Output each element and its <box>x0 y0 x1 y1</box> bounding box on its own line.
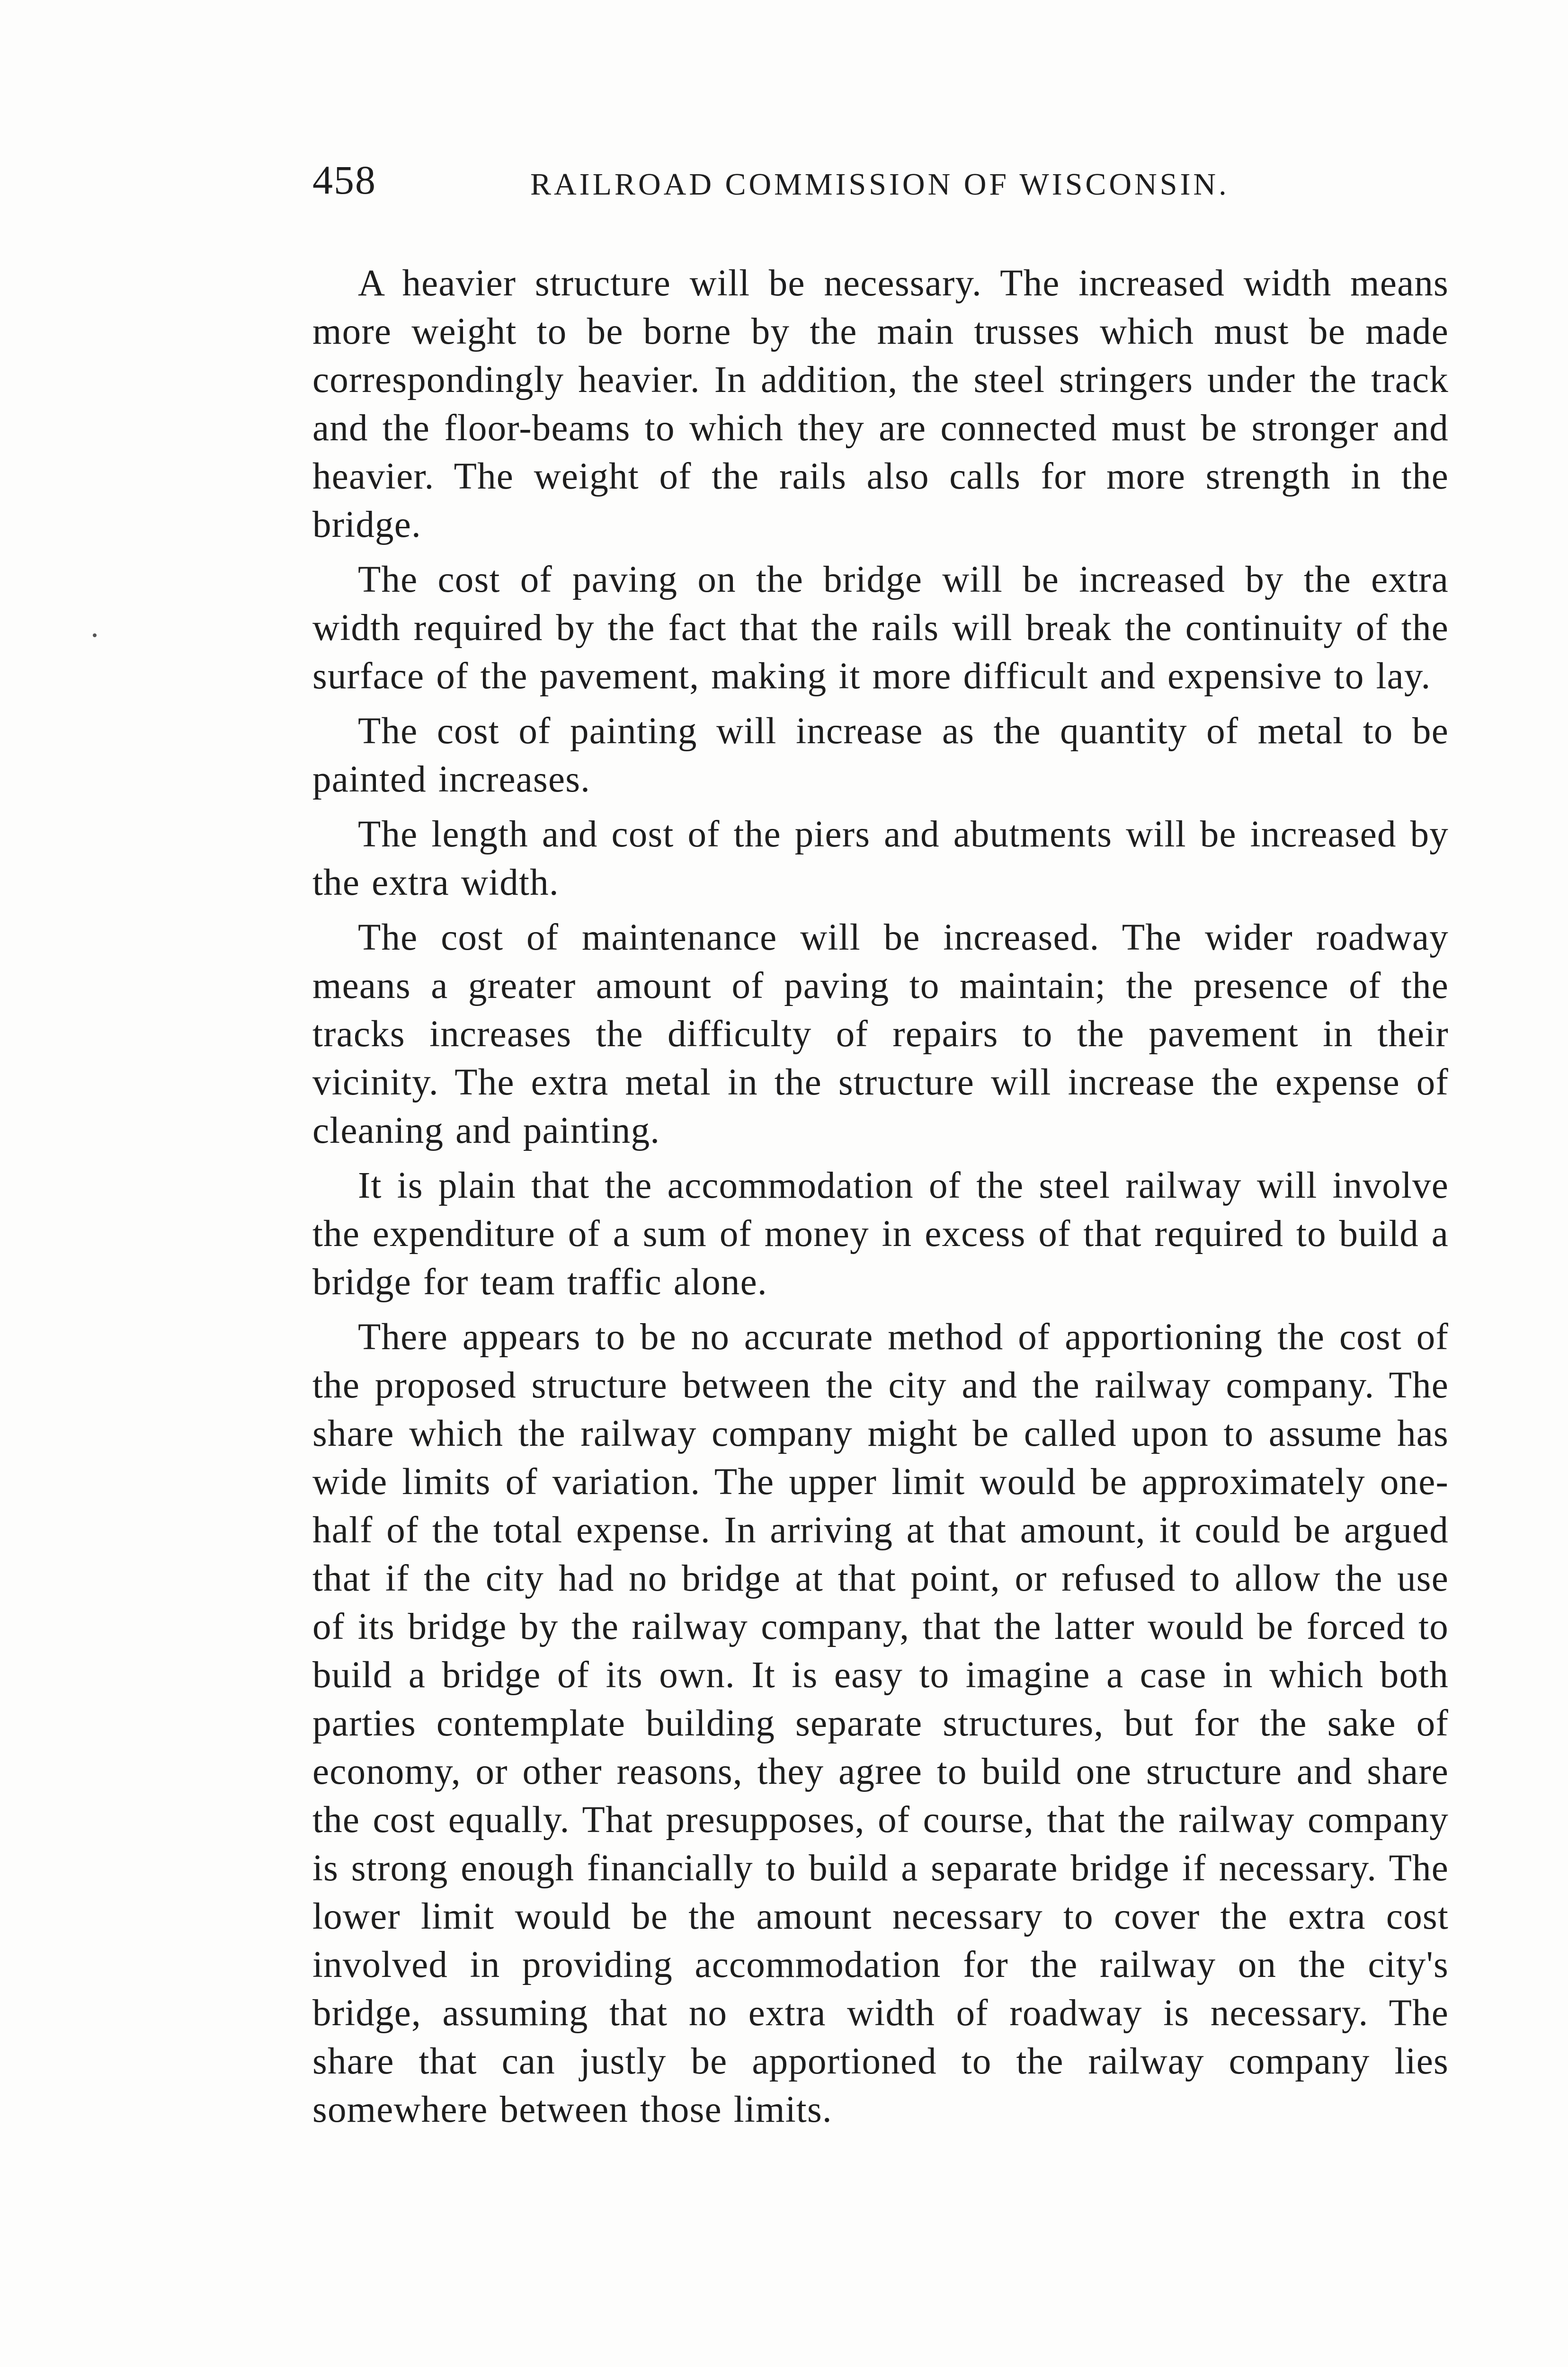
paragraph-heavier-structure: A heavier structure will be necessary. The increased width means more weight to be borne by the main trusses which must be made correspondingly heavier. In addition, the steel stringers under the track and the floor-beams to which they are connected must be stronger and heavier. The weight of the rails also calls for more strength in the bridge. <box>312 263 1449 545</box>
page-header <box>312 156 1458 213</box>
paragraph-painting-cost: The cost of painting will increase as the quantity of metal to be painted increases. <box>312 711 1449 800</box>
paragraph-expenditure: It is plain that the accommodation of the steel railway will involve the expenditure of a sum of money in excess of that required to build a bridge for team traffic alone. <box>312 1165 1449 1303</box>
scan-speck <box>93 633 97 637</box>
paragraph-paving-cost: The cost of paving on the bridge will be increased by the extra width required by the fact that the rails will break the continuity of the surface of the pavement, making it more difficult and expensive to lay. <box>312 559 1449 697</box>
paragraph-apportioning: There appears to be no accurate method of apportioning the cost of the proposed structure between the city and the railway company. The share which the railway company might be called upon to assume has wide limits of variation. The upper limit would be approximately one-half of the total expense. In arriving at that amount, it could be argued that if the city had no bridge at that point, or refused to allow the use of its bridge by the railway company, that the latter would be forced to build a bridge of its own. It is easy to imagine a case in which both parties contemplate building separate structures, but for the sake of economy, or other reasons, they agree to build one structure and share the cost equally. That presupposes, of course, that the railway company is strong enough financially to build a separate bridge if necessary. The lower limit would be the amount necessary to cover the extra cost involved in providing accommodation for the railway on the city's bridge, assuming that no extra width of roadway is necessary. The share that can justly be apportioned to the railway company lies somewhere between those limits. <box>312 1317 1449 2130</box>
paragraph-piers-abutments: The length and cost of the piers and abutments will be increased by the extra width. <box>312 814 1449 903</box>
paragraph-maintenance: The cost of maintenance will be increased. The wider roadway means a greater amount of paving to maintain; the presence of the tracks increases the difficulty of repairs to the pavement in their vicinity. The extra metal in the structure will increase the expense of cleaning and painting. <box>312 917 1449 1151</box>
running-title: RAILROAD COMMISSION OF WISCONSIN. <box>530 167 1229 202</box>
body-text <box>312 259 1449 2141</box>
page-number: 458 <box>312 157 376 203</box>
